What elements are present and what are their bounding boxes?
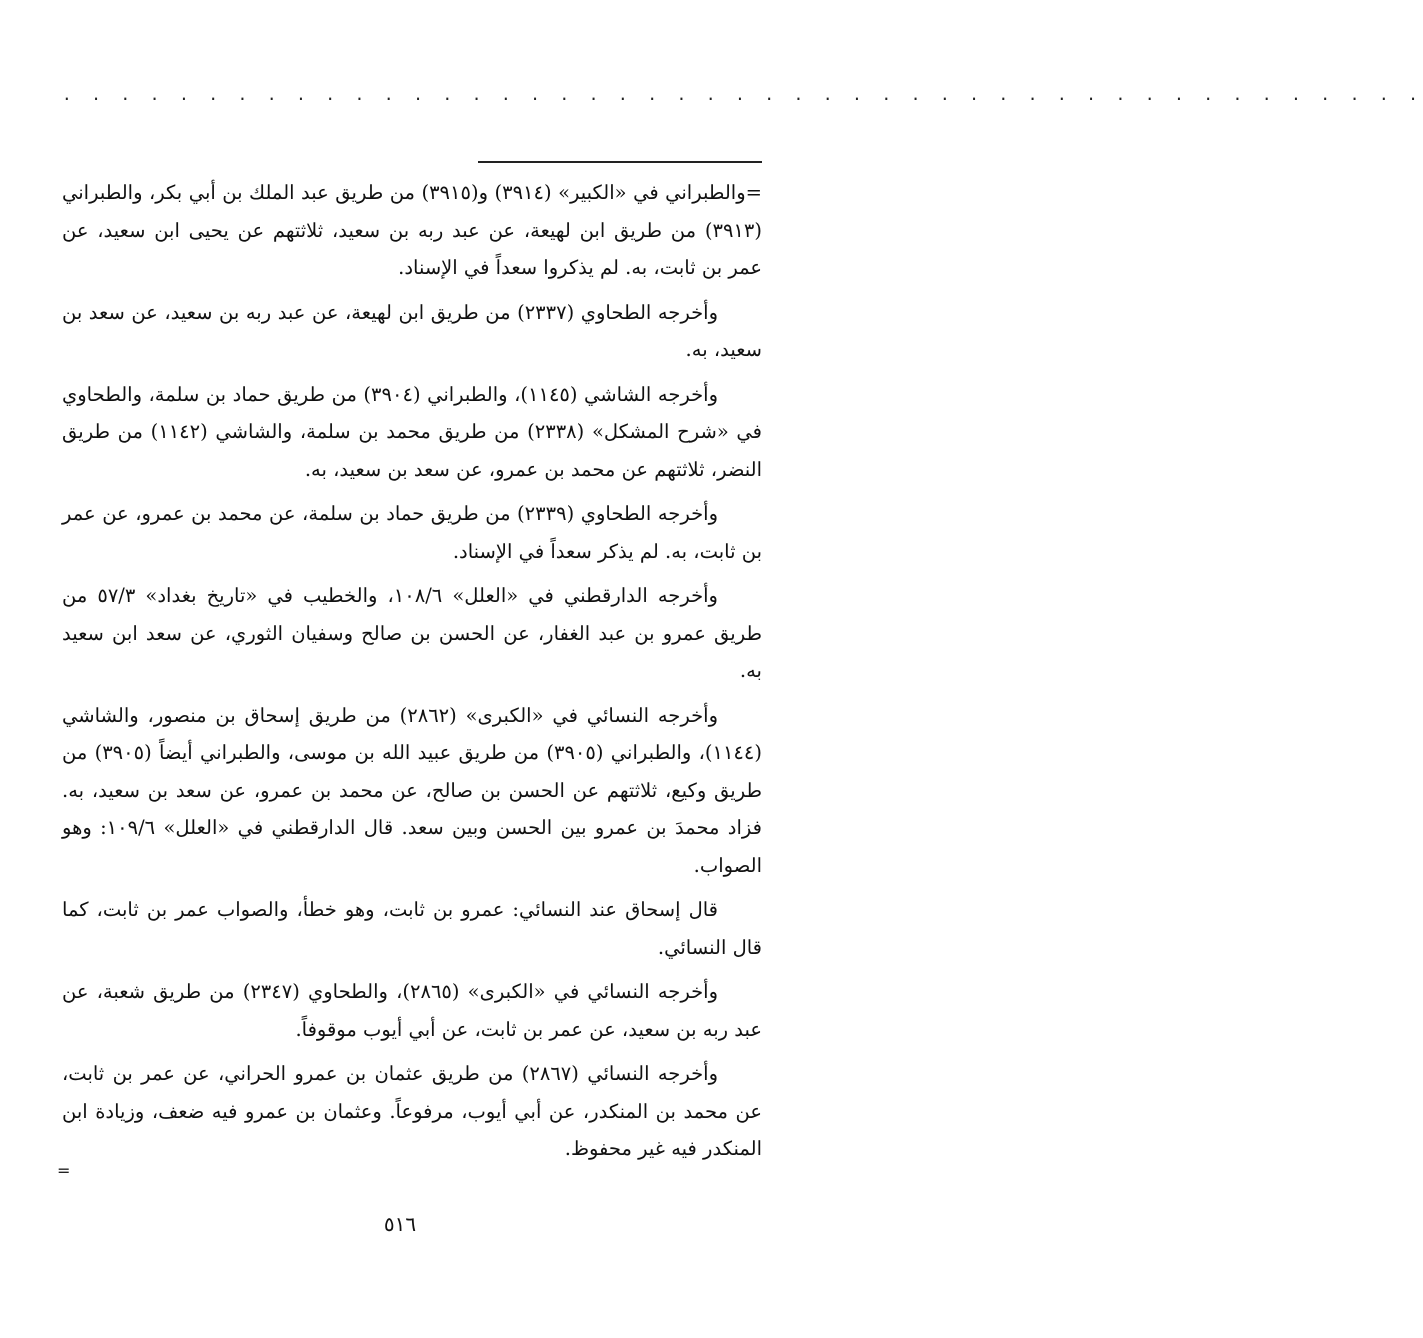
paragraph-3: وأخرجه الشاشي (١١٤٥)، والطبراني (٣٩٠٤) من طريق حماد بن سلمة، والطحاوي في «شرح المشكل» (٢٣٣٨) من طريق محمد بن سلمة، والشاشي (١١٤٢) من طريق النضر، ثلاثتهم عن محمد بن عمرو، عن سعد بن سعيد، به. xyxy=(62,382,763,481)
paragraph-5: وأخرجه الدارقطني في «العلل» ١٠٨/٦، والخطيب في «تاريخ بغداد» ٥٧/٣ من طريق عمرو بن عبد الغفار، عن الحسن بن صالح وسفيان الثوري، عن سعد ابن سعيد به. xyxy=(62,584,762,682)
paragraph-2: وأخرجه الطحاوي (٢٣٣٧) من طريق ابن لهيعة، عن عبد ربه بن سعيد، عن سعد بن سعيد، به. xyxy=(62,300,762,361)
paragraph-7: قال إسحاق عند النسائي: عمرو بن ثابت، وهو خطأ، والصواب عمر بن ثابت، كما قال النسائي. xyxy=(62,898,762,959)
paragraph-4: وأخرجه الطحاوي (٢٣٣٩) من طريق حماد بن سلمة، عن محمد بن عمرو، عن عمر بن ثابت، به. لم يذكر سعداً في الإسناد. xyxy=(62,502,762,563)
paragraph-1: =والطبراني في «الكبير» (٣٩١٤) و(٣٩١٥) من طريق عبد الملك بن أبي بكر، والطبراني (٣٩١٣) من طريق ابن لهيعة، عن عبد ربه بن سعيد، ثلاثتهم عن يحيى ابن سعيد، عن عمر بن ثابت، به. لم يذكروا سعداً في الإسناد. xyxy=(62,181,762,279)
paragraph-8: وأخرجه النسائي في «الكبرى» (٢٨٦٥)، والطحاوي (٢٣٤٧) من طريق شعبة، عن عبد ربه بن سعيد، عن عمر بن ثابت، عن أبي أيوب موقوفاً. xyxy=(62,980,762,1041)
continuation-mark: = xyxy=(57,1161,71,1180)
header-dotted-line: . . . . . . . . . . . . . . . . . . . . . . . . . . . . . . . . . . . . . . . . . . . . . . . xyxy=(62,85,1423,104)
page-number: ٥١٦ xyxy=(383,1212,417,1236)
footnote-body xyxy=(62,174,762,1175)
paragraph-6: وأخرجه النسائي في «الكبرى» (٢٨٦٢) من طريق إسحاق بن منصور، والشاشي (١١٤٤)، والطبراني (٣٩٠٥) من طريق عبيد الله بن موسى، والطبراني أيضاً (٣٩٠٥) من طريق وكيع، ثلاثتهم عن الحسن بن صالح، عن محمد بن عمرو، عن سعد بن سعيد، به. فزاد محمدَ بن عمرو بين الحسن وبين سعد. قال الدارقطني في «العلل» ١٠٩/٦: وهو الصواب. xyxy=(62,703,762,877)
paragraph-9: وأخرجه النسائي (٢٨٦٧) من طريق عثمان بن عمرو الحراني، عن عمر بن ثابت، عن محمد بن المنكدر، عن أبي أيوب، مرفوعاً. وعثمان بن عمرو فيه ضعف، وزيادة ابن المنكدر فيه غير محفوظ. xyxy=(62,1062,762,1160)
footnote-separator-rule xyxy=(478,161,762,163)
